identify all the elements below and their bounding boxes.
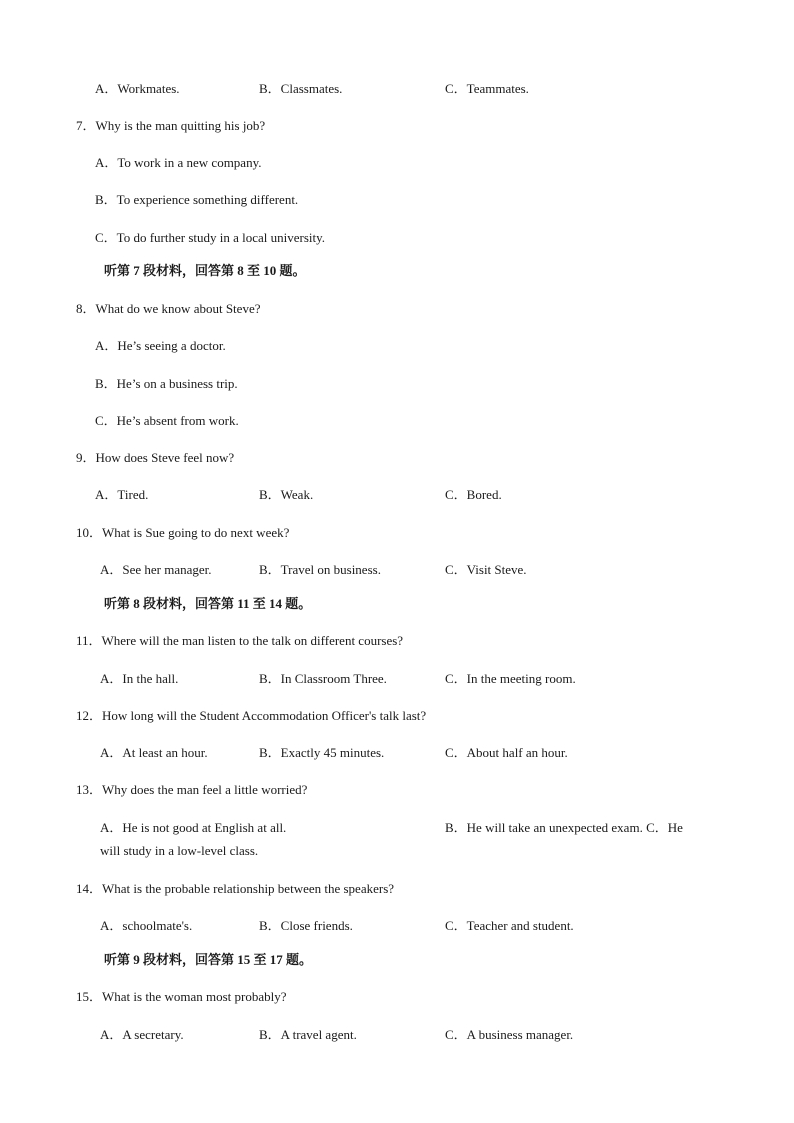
q12-option-b: B．Exactly 45 minutes. [259, 745, 385, 760]
q13-stem: 13．Why does the man feel a little worried? [76, 782, 308, 797]
q9-option-a: A．Tired. [95, 487, 149, 502]
section-heading-9: 听第 9 段材料，回答第 15 至 17 题。 [104, 952, 313, 967]
q10-option-a: A．See her manager. [100, 562, 212, 577]
q9-option-c: C．Bored. [445, 487, 502, 502]
q15-option-b: B．A travel agent. [259, 1027, 357, 1042]
q6-option-c: C．Teammates. [445, 81, 529, 96]
q7-option-b: B．To experience something different. [95, 192, 299, 207]
q7-option-a: A．To work in a new company. [95, 155, 262, 170]
q11-stem: 11．Where will the man listen to the talk on different courses? [76, 633, 404, 648]
q8-option-b: B．He’s on a business trip. [95, 376, 238, 391]
q13-option-c-continued: will study in a low-level class. [100, 843, 259, 858]
q14-stem: 14．What is the probable relationship between the speakers? [76, 881, 395, 896]
q11-option-b: B．In Classroom Three. [259, 671, 387, 686]
q7-option-c: C．To do further study in a local university. [95, 230, 326, 245]
q12-stem: 12．How long will the Student Accommodation Officer's talk last? [76, 708, 427, 723]
q8-stem: 8．What do we know about Steve? [76, 301, 261, 316]
q11-option-a: A．In the hall. [100, 671, 179, 686]
q10-option-c: C．Visit Steve. [445, 562, 527, 577]
q7-stem: 7．Why is the man quitting his job? [76, 118, 266, 133]
q14-option-b: B．Close friends. [259, 918, 353, 933]
section-heading-8: 听第 8 段材料，回答第 11 至 14 题。 [104, 596, 312, 611]
q15-option-c: C．A business manager. [445, 1027, 574, 1042]
q13-option-a: A．He is not good at English at all. [100, 820, 287, 835]
q6-option-a: A．Workmates. [95, 81, 180, 96]
q13-option-b-c: B．He will take an unexpected exam. C．He [445, 820, 683, 835]
q14-option-a: A．schoolmate's. [100, 918, 193, 933]
q8-option-c: C．He’s absent from work. [95, 413, 239, 428]
q6-option-b: B．Classmates. [259, 81, 343, 96]
q10-stem: 10．What is Sue going to do next week? [76, 525, 290, 540]
q14-option-c: C．Teacher and student. [445, 918, 574, 933]
q15-option-a: A．A secretary. [100, 1027, 184, 1042]
q9-stem: 9．How does Steve feel now? [76, 450, 235, 465]
q9-option-b: B．Weak. [259, 487, 314, 502]
q11-option-c: C．In the meeting room. [445, 671, 576, 686]
q15-stem: 15．What is the woman most probably? [76, 989, 287, 1004]
q8-option-a: A．He’s seeing a doctor. [95, 338, 226, 353]
q10-option-b: B．Travel on business. [259, 562, 381, 577]
section-heading-7: 听第 7 段材料，回答第 8 至 10 题。 [104, 263, 306, 278]
q12-option-a: A．At least an hour. [100, 745, 208, 760]
q12-option-c: C．About half an hour. [445, 745, 568, 760]
